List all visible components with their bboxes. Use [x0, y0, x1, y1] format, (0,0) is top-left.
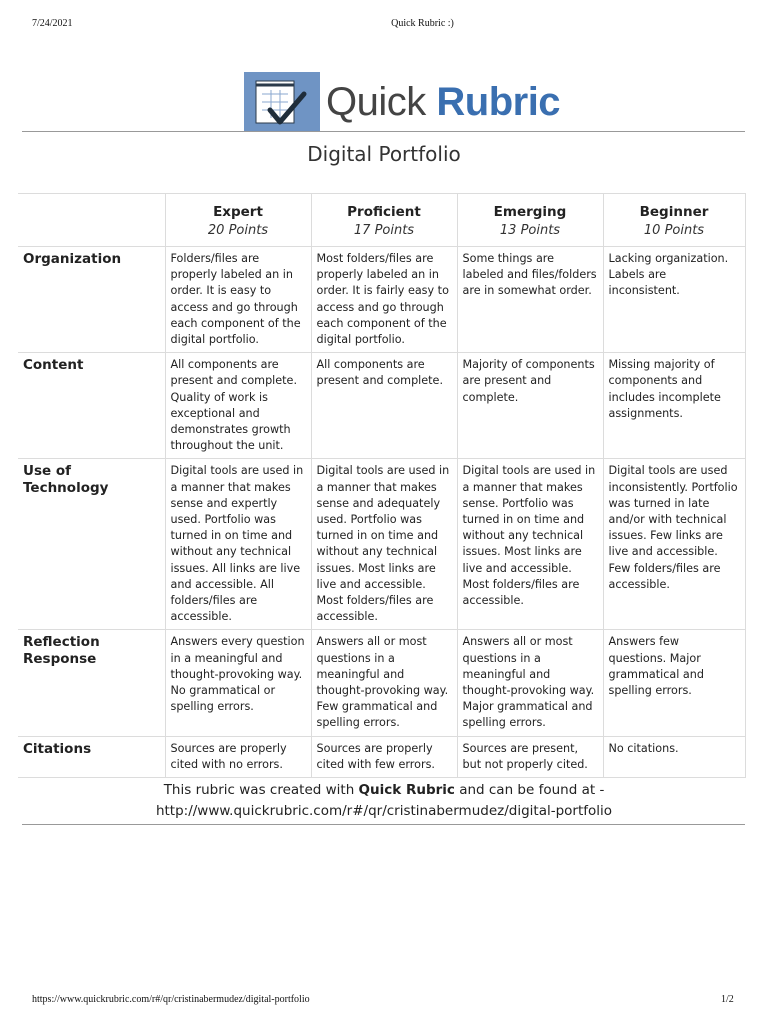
rubric-cell: Digital tools are used inconsistently. Portfolio was turned in late and/or with technical issues. Few links are live and accessible. Few folders/files are accessible.: [603, 459, 745, 630]
criterion-row: [18, 459, 745, 630]
criterion-name: Content: [18, 353, 165, 459]
rubric-cell: Some things are labeled and files/folders are in somewhat order.: [457, 247, 603, 353]
criterion-row: [18, 630, 745, 736]
header-divider: [22, 131, 745, 132]
level-points: 20 Points: [207, 223, 269, 238]
rubric-cell: Answers every question in a meaningful and thought-provoking way. No grammatical or spelling errors.: [165, 630, 311, 736]
level-points: 10 Points: [643, 223, 705, 238]
rubric-cell: Sources are properly cited with no errors.: [165, 736, 311, 777]
quick-rubric-logo[interactable]: [244, 72, 560, 132]
rubric-credit: [0, 780, 768, 822]
criterion-row: [18, 247, 745, 353]
level-header: [603, 194, 745, 247]
credit-brand: Quick Rubric: [358, 782, 455, 798]
rubric-cell: Digital tools are used in a manner that makes sense. Portfolio was turned in on time and without any technical issues. Most links are live and accessible. Most folders/files are accessible.: [457, 459, 603, 630]
level-name: Proficient: [347, 204, 421, 220]
criterion-row: [18, 736, 745, 777]
rubric-cell: Answers few questions. Major grammatical and spelling errors.: [603, 630, 745, 736]
rubric-cell: All components are present and complete.: [311, 353, 457, 459]
credit-suffix: and can be found at -: [454, 782, 605, 798]
criterion-name: Use of Technology: [18, 459, 165, 630]
rubric-cell: Answers all or most questions in a meaningful and thought-provoking way. Major grammatical and spelling errors.: [457, 630, 603, 736]
rubric-cell: Sources are present, but not properly cited.: [457, 736, 603, 777]
rubric-link[interactable]: http://www.quickrubric.com/r#/qr/cristinabermudez/digital-portfolio: [155, 803, 613, 819]
level-header: [457, 194, 603, 247]
logo-wordmark: [326, 82, 560, 122]
level-name: Emerging: [493, 204, 567, 220]
rubric-table: [18, 193, 746, 778]
rubric-cell: No citations.: [603, 736, 745, 777]
rubric-title: Digital Portfolio: [307, 142, 461, 166]
level-points: 13 Points: [499, 223, 561, 238]
logo-word-rubric: Rubric: [436, 80, 561, 124]
rubric-cell: Folders/files are properly labeled an in order. It is easy to access and go through each component of the digital portfolio.: [165, 247, 311, 353]
rubric-cell: Missing majority of components and includes incomplete assignments.: [603, 353, 745, 459]
rubric-cell: Sources are properly cited with few errors.: [311, 736, 457, 777]
print-page-number: 1/2: [721, 994, 734, 1005]
header-corner-cell: [18, 194, 165, 247]
rubric-cell: Lacking organization. Labels are inconsistent.: [603, 247, 745, 353]
rubric-cell: Most folders/files are properly labeled an in order. It is fairly easy to access and go through each component of the digital portfolio.: [311, 247, 457, 353]
criterion-name: Reflection Response: [18, 630, 165, 736]
rubric-cell: All components are present and complete. Quality of work is exceptional and demonstrates growth throughout the unit.: [165, 353, 311, 459]
print-date: 7/24/2021: [32, 18, 73, 29]
criterion-name: Citations: [18, 736, 165, 777]
print-title: Quick Rubric :): [391, 18, 454, 29]
criterion-row: [18, 353, 745, 459]
rubric-checkmark-icon: [244, 72, 320, 132]
credit-prefix: This rubric was created with: [163, 782, 359, 798]
level-points: 17 Points: [353, 223, 415, 238]
level-name: Beginner: [639, 204, 709, 220]
criterion-name: Organization: [18, 247, 165, 353]
level-name: Expert: [213, 204, 263, 220]
footer-divider: [22, 824, 745, 825]
rubric-cell: Digital tools are used in a manner that makes sense and adequately used. Portfolio was turned in on time and without any technical issues. Most links are live and accessible. Most folders/files are accessible.: [311, 459, 457, 630]
print-url: https://www.quickrubric.com/r#/qr/cristinabermudez/digital-portfolio: [32, 994, 310, 1005]
rubric-cell: Majority of components are present and complete.: [457, 353, 603, 459]
level-header: [165, 194, 311, 247]
rubric-cell: Digital tools are used in a manner that makes sense and expertly used. Portfolio was turned in on time and without any technical issues. All links are live and accessible. All folders/files are accessible.: [165, 459, 311, 630]
logo-word-quick: Quick: [326, 80, 426, 124]
rubric-cell: Answers all or most questions in a meaningful and thought-provoking way. Few grammatical and spelling errors.: [311, 630, 457, 736]
rubric-header-row: [18, 194, 745, 247]
level-header: [311, 194, 457, 247]
